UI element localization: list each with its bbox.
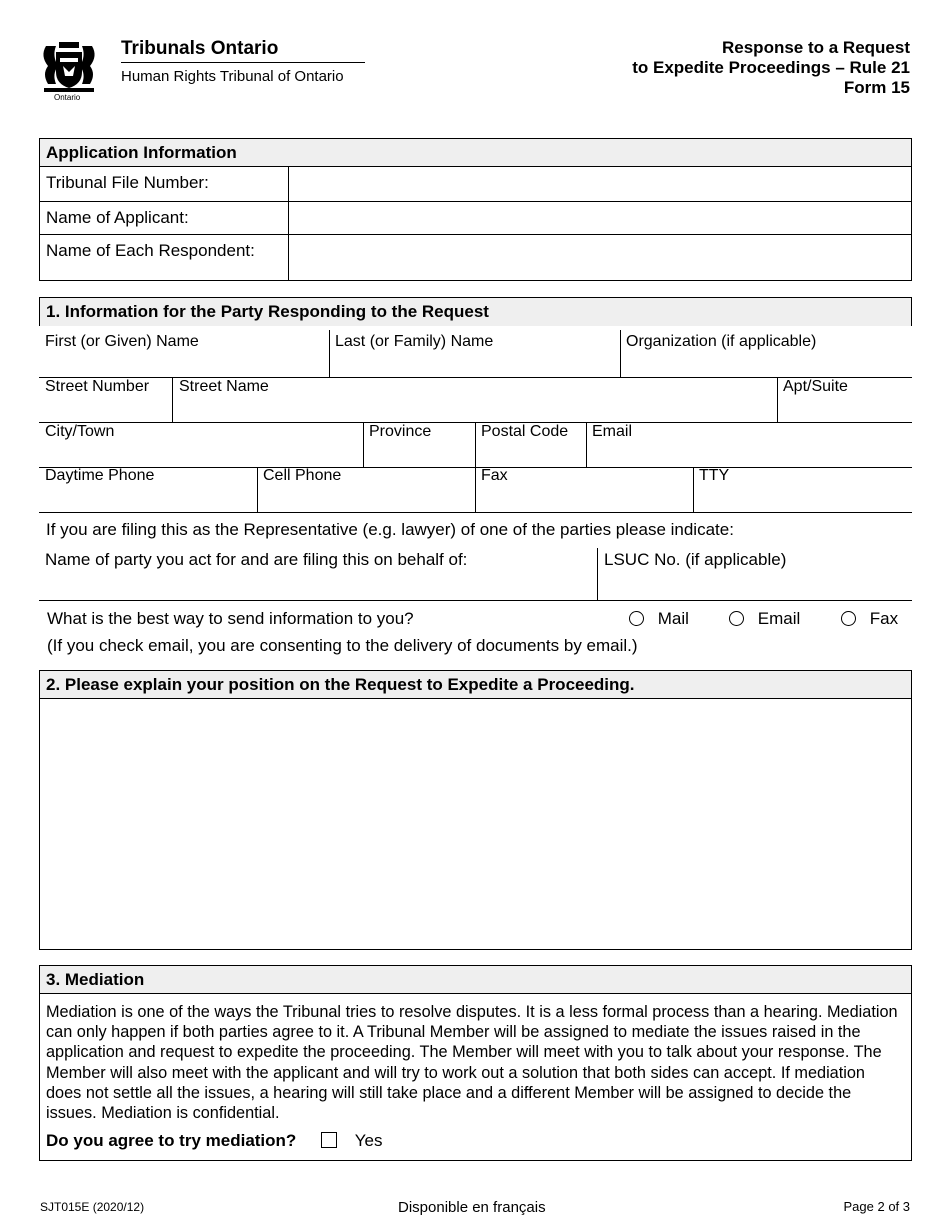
divider xyxy=(475,467,476,512)
mail-radio[interactable] xyxy=(629,611,644,626)
section1-heading: 1. Information for the Party Responding to the Request xyxy=(40,298,911,326)
organization-input[interactable] xyxy=(623,352,909,374)
city-input[interactable] xyxy=(40,443,360,465)
contact-option-email[interactable] xyxy=(729,609,800,629)
divider xyxy=(257,467,258,512)
party-name-input[interactable] xyxy=(40,574,594,598)
divider xyxy=(329,330,330,377)
mediation-yes-checkbox[interactable] xyxy=(321,1132,337,1148)
street-name-input[interactable] xyxy=(175,398,775,420)
street-number-input[interactable] xyxy=(40,398,170,420)
daytime-phone-input[interactable] xyxy=(40,488,254,510)
party-label: Name of party you act for and are filing this on behalf of: xyxy=(45,550,468,569)
applicant-row xyxy=(40,201,911,234)
email-input[interactable] xyxy=(589,443,909,465)
street-name-label: Street Name xyxy=(179,378,269,395)
form-title xyxy=(632,38,910,98)
file-number-row xyxy=(40,167,911,201)
divider xyxy=(693,467,694,512)
divider xyxy=(39,512,912,513)
logo-caption: Ontario xyxy=(54,93,81,102)
apt-suite-input[interactable] xyxy=(780,398,910,420)
application-information-heading: Application Information xyxy=(40,139,911,167)
org-title: Tribunals Ontario xyxy=(121,38,279,59)
email-label: Email xyxy=(592,423,633,440)
mediation-question-row xyxy=(46,1131,383,1151)
first-name-label: First (or Given) Name xyxy=(45,333,199,350)
form-title-line2: to Expedite Proceedings – Rule 21 xyxy=(632,58,910,77)
cell-phone-label: Cell Phone xyxy=(263,467,342,484)
fax-label: Fax xyxy=(481,467,508,484)
city-label: City/Town xyxy=(45,423,115,440)
postal-code-label: Postal Code xyxy=(481,423,569,440)
mediation-question: Do you agree to try mediation? xyxy=(46,1131,297,1150)
respondent-label: Name of Each Respondent: xyxy=(46,241,255,260)
divider xyxy=(475,422,476,467)
fax-option-label: Fax xyxy=(869,609,899,628)
section2-box xyxy=(39,670,912,950)
org-title-divider xyxy=(121,62,365,63)
apt-suite-label: Apt/Suite xyxy=(783,378,848,395)
form-title-line3: Form 15 xyxy=(843,78,910,97)
organization-label: Organization (if applicable) xyxy=(626,333,817,350)
contact-email-note: (If you check email, you are consenting to the delivery of documents by email.) xyxy=(47,636,638,655)
french-availability-note: Disponible en français xyxy=(398,1199,546,1216)
section2-heading: 2. Please explain your position on the Request to Expedite a Proceeding. xyxy=(40,671,911,699)
mail-option-label: Mail xyxy=(657,609,689,628)
contact-question: What is the best way to send information to you? xyxy=(47,609,414,628)
form-code: SJT015E (2020/12) xyxy=(40,1200,145,1214)
divider xyxy=(39,600,912,601)
last-name-input[interactable] xyxy=(332,352,617,374)
respondent-row xyxy=(40,234,911,281)
divider xyxy=(172,377,173,422)
email-radio[interactable] xyxy=(729,611,744,626)
province-input[interactable] xyxy=(366,443,472,465)
contact-option-fax[interactable] xyxy=(841,609,898,629)
divider xyxy=(586,422,587,467)
file-number-label: Tribunal File Number: xyxy=(46,173,209,192)
application-information-section xyxy=(39,138,912,281)
lsuc-label: LSUC No. (if applicable) xyxy=(604,550,787,569)
applicant-label: Name of Applicant: xyxy=(46,208,189,227)
divider xyxy=(39,377,912,378)
lsuc-input[interactable] xyxy=(600,574,909,598)
org-subtitle: Human Rights Tribunal of Ontario xyxy=(121,68,344,85)
fax-radio[interactable] xyxy=(841,611,856,626)
section3-heading: 3. Mediation xyxy=(40,966,911,994)
daytime-phone-label: Daytime Phone xyxy=(45,467,155,484)
divider xyxy=(620,330,621,377)
cell-phone-input[interactable] xyxy=(260,488,472,510)
page-number: Page 2 of 3 xyxy=(843,1199,910,1214)
fax-input[interactable] xyxy=(478,488,690,510)
postal-code-input[interactable] xyxy=(478,443,583,465)
tty-input[interactable] xyxy=(696,488,909,510)
contact-option-mail[interactable] xyxy=(629,609,689,629)
first-name-input[interactable] xyxy=(40,352,326,374)
mediation-yes-label: Yes xyxy=(354,1131,383,1150)
section3-box xyxy=(39,965,912,1161)
representative-note: If you are filing this as the Representative (e.g. lawyer) of one of the parties please indicate: xyxy=(46,520,734,539)
last-name-label: Last (or Family) Name xyxy=(335,333,494,350)
street-number-label: Street Number xyxy=(45,378,150,395)
position-response-textarea[interactable] xyxy=(46,705,905,943)
section1-heading-box xyxy=(39,297,912,326)
province-label: Province xyxy=(369,423,432,440)
divider xyxy=(597,548,598,600)
email-option-label: Email xyxy=(757,609,801,628)
divider xyxy=(363,422,364,467)
divider xyxy=(777,377,778,422)
mediation-description: Mediation is one of the ways the Tribunal tries to resolve disputes. It is a less formal process than a hearing. Mediation can only happen if both parties agree to it. A Tribunal Member will be assigned to mediate the issues raised in the application and request to expedite the proceeding. The Member will meet with you to talk about your response. The Member will also meet with the applicant and will try to work out a solution that both sides can accept. If mediation does not settle all the issues, a hearing will still take place and a different Member will be assigned to decide the issues. Mediation is confidential. xyxy=(46,1003,898,1123)
tty-label: TTY xyxy=(699,467,730,484)
form-title-line1: Response to a Request xyxy=(722,38,910,57)
